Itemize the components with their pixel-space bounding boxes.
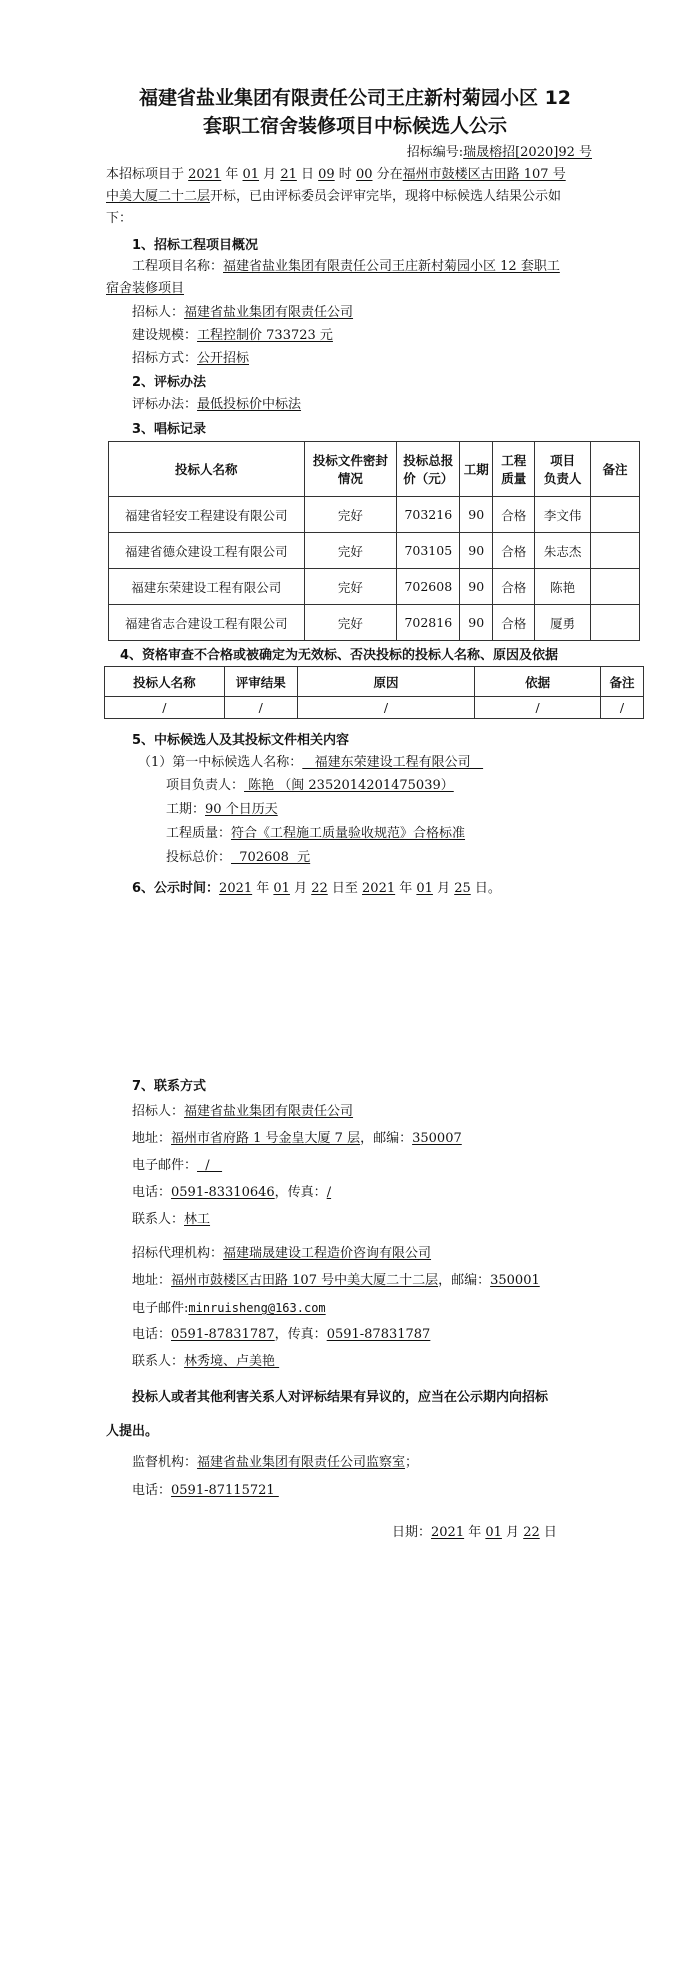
disqualified-table xyxy=(104,666,644,719)
contact-person: 联系人：林工 xyxy=(132,1212,211,1227)
section-3-heading: 3、唱标记录 xyxy=(132,422,207,437)
col-header-bidder: 投标人名称 xyxy=(105,667,225,697)
evaluation-method: 评标办法：最低投标价中标法 xyxy=(132,397,302,412)
first-candidate: （1）第一中标候选人名称： 福建东荣建设工程有限公司 xyxy=(138,755,484,770)
supervision-org: 监督机构：福建省盐业集团有限责任公司监察室； xyxy=(132,1455,419,1470)
agent-org: 招标代理机构：福建瑞晟建设工程造价咨询有限公司 xyxy=(132,1246,432,1261)
section-1-heading: 1、招标工程项目概况 xyxy=(132,238,259,253)
contact-email: 电子邮件： / xyxy=(132,1158,223,1173)
tenderee: 招标人：福建省盐业集团有限责任公司 xyxy=(132,305,354,320)
bid-number-value: 瑞晟榕招[2020]92 号 xyxy=(463,145,592,160)
contact-address: 地址：福州市省府路 1 号金皇大厦 7 层，邮编：350007 xyxy=(132,1131,462,1146)
section-7-heading: 7、联系方式 xyxy=(132,1079,207,1094)
col-header-result: 评审结果 xyxy=(224,667,297,697)
candidate-period: 工期：90 个日历天 xyxy=(166,802,278,817)
project-name-cont: 宿舍装修项目 xyxy=(106,281,185,296)
contact-phone: 电话：0591-83310646，传真：/ xyxy=(132,1185,332,1200)
col-header-manager: 项目 负责人 xyxy=(535,442,591,497)
col-header-bidder: 投标人名称 xyxy=(109,442,305,497)
intro-line-3: 下： xyxy=(106,211,133,226)
col-header-basis: 依据 xyxy=(475,667,601,697)
publicity-period: 6、公示时间：2021 年 01 月 22 日至 2021 年 01 月 25 日。 xyxy=(132,881,501,896)
contact-tenderee: 招标人：福建省盐业集团有限责任公司 xyxy=(132,1104,354,1119)
col-header-seal: 投标文件密封 情况 xyxy=(304,442,397,497)
construction-scale: 建设规模：工程控制价 733723 元 xyxy=(132,328,333,343)
agent-phone: 电话：0591-87831787，传真：0591-87831787 xyxy=(132,1327,431,1342)
table-header-row xyxy=(109,442,640,497)
agent-address: 地址：福州市鼓楼区古田路 107 号中美大厦二十二层，邮编：350001 xyxy=(132,1273,540,1288)
section-4-heading: 4、资格审查不合格或被确定为无效标、否决投标的投标人名称、原因及依据 xyxy=(120,648,559,663)
title-line-1: 福建省盐业集团有限责任公司王庄新村菊园小区 12 xyxy=(138,87,572,109)
candidate-price: 投标总价： 702608 元 xyxy=(166,850,311,865)
intro-line-2: 中美大厦二十二层开标，已由评标委员会评审完毕，现将中标候选人结果公示如 xyxy=(106,189,562,204)
bid-opening-table xyxy=(108,441,640,641)
col-header-reason: 原因 xyxy=(297,667,475,697)
title-line-2: 套职工宿舍装修项目中标候选人公示 xyxy=(202,115,507,137)
col-header-note: 备注 xyxy=(601,667,644,697)
tender-method: 招标方式：公开招标 xyxy=(132,351,250,366)
project-name: 工程项目名称：福建省盐业集团有限责任公司王庄新村菊园小区 12 套职工 xyxy=(132,259,560,274)
table-row: 福建省志合建设工程有限公司 完好 702816 90 合格 厦勇 xyxy=(109,605,640,641)
table-row: 福建东荣建设工程有限公司 完好 702608 90 合格 陈艳 xyxy=(109,569,640,605)
col-header-price: 投标总报 价（元） xyxy=(397,442,460,497)
agent-contact: 联系人：林秀境、卢美艳 xyxy=(132,1354,280,1369)
bid-number xyxy=(407,142,592,164)
intro-line-1: 本招标项目于 2021 年 01 月 21 日 09 时 00 分在福州市鼓楼区古田路 107 号 xyxy=(106,167,566,182)
agent-email: 电子邮件:minruisheng@163.com xyxy=(132,1301,326,1316)
page-title xyxy=(95,84,615,140)
candidate-quality: 工程质量：符合《工程施工质量验收规范》合格标准 xyxy=(166,826,466,841)
col-header-quality: 工程 质量 xyxy=(493,442,535,497)
section-5-heading: 5、中标候选人及其投标文件相关内容 xyxy=(132,733,350,748)
table-row: 福建省轻安工程建设有限公司 完好 703216 90 合格 李文伟 xyxy=(109,497,640,533)
bid-number-label: 招标编号: xyxy=(406,145,464,160)
candidate-manager: 项目负责人： 陈艳 （闽 2352014201475039） xyxy=(166,778,454,793)
objection-line-2: 人提出。 xyxy=(106,1424,159,1439)
supervision-phone: 电话：0591-87115721 xyxy=(132,1483,279,1498)
table-header-row xyxy=(105,667,644,697)
table-row: 福建省德众建设工程有限公司 完好 703105 90 合格 朱志杰 xyxy=(109,533,640,569)
notice-date: 日期：2021 年 01 月 22 日 xyxy=(392,1525,557,1540)
table-row: / / / / / xyxy=(105,697,644,719)
objection-line-1: 投标人或者其他利害关系人对评标结果有异议的，应当在公示期内向招标 xyxy=(132,1390,549,1405)
col-header-period: 工期 xyxy=(460,442,493,497)
col-header-note: 备注 xyxy=(591,442,640,497)
section-2-heading: 2、评标办法 xyxy=(132,375,207,390)
